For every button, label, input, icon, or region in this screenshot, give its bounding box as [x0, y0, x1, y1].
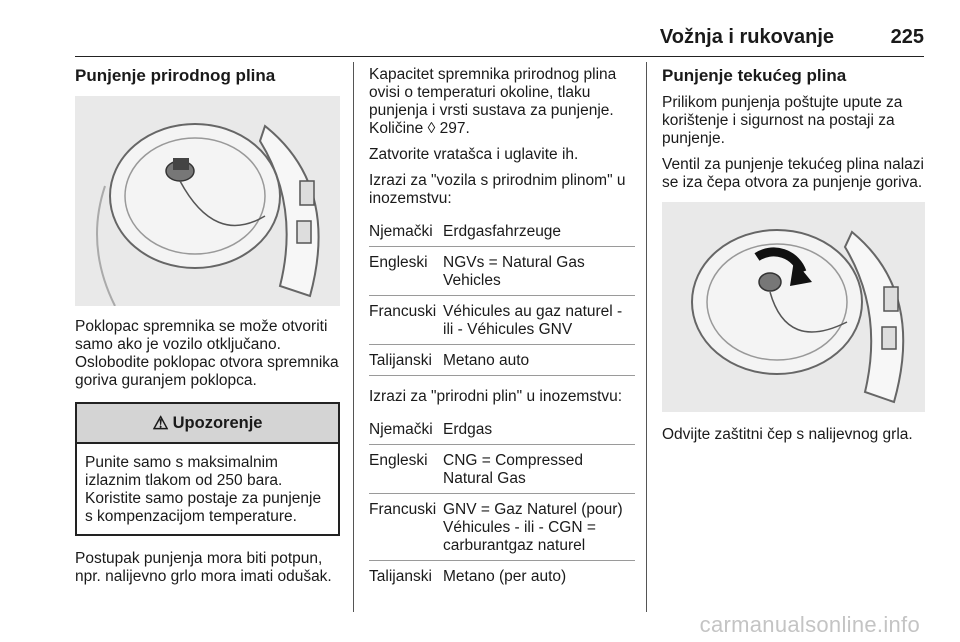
table-row: Talijanski Metano auto	[369, 345, 635, 376]
filling-procedure-text: Postupak punjenja mora biti potpun, npr. nalijevno grlo mora imati odušak.	[75, 550, 332, 585]
table-row: Njemački Erdgasfahrzeuge	[369, 216, 635, 247]
lpg-filler-figure	[662, 202, 925, 412]
table-row: Njemački Erdgas	[369, 414, 635, 445]
table-row: Talijanski Metano (per auto)	[369, 568, 567, 585]
table-row: Engleski NGVs = Natural Gas Vehicles	[369, 247, 635, 296]
warning-header	[77, 404, 338, 444]
page-header	[75, 26, 924, 57]
lpg-filler-illustration	[662, 202, 925, 412]
warning-text: Punite samo s maksimalnim izlaznim tlakom od 250 bara. Koristite samo postaje za punjenje s kompenzacijom temperature.	[85, 454, 322, 525]
watermark: carmanualsonline.info	[699, 612, 920, 637]
chapter-title: Vožnja i rukovanje	[659, 26, 834, 48]
column-divider	[646, 62, 647, 612]
column-1	[75, 62, 340, 594]
lpg-safety-text: Prilikom punjenja poštujte upute za korištenje i sigurnost na postaji za punjenje.	[662, 94, 903, 147]
unscrew-cap-text: Odvijte zaštitni čep s nalijevnog grla.	[662, 426, 913, 443]
page-reference: 297.	[439, 120, 470, 137]
column-2	[369, 62, 635, 603]
page-number: 225	[890, 26, 924, 48]
warning-triangle-icon: ⚠	[152, 413, 169, 433]
page-reference-icon: ◊	[427, 120, 436, 137]
fuel-filler-figure	[75, 96, 340, 306]
fuel-filler-illustration	[75, 96, 340, 306]
lpg-valve-location-text: Ventil za punjenje tekućeg plina nalazi se iza čepa otvora za punjenje goriva.	[662, 156, 924, 191]
table-row: Francuski Véhicules au gaz naturel - ili - Véhicules GNV	[369, 296, 635, 345]
warning-title: Upozorenje	[172, 414, 263, 432]
terms-vehicles-table	[369, 216, 635, 376]
warning-box	[75, 402, 340, 536]
capacity-text: Kapacitet spremnika prirodnog plina ovisi o temperaturi okoline, tlaku punjenja i vrsti sustava za punjenje. Količine ◊ 297.	[369, 66, 617, 137]
column-3	[662, 62, 927, 452]
section-heading: Punjenje prirodnog plina	[75, 66, 276, 85]
close-door-text: Zatvorite vratašca i uglavite ih.	[369, 146, 579, 163]
unlock-instruction: Poklopac spremnika se može otvoriti samo ako je vozilo otključano. Oslobodite poklopac otvora spremnika goriva guranjem poklopca.	[75, 318, 339, 389]
table-row: Francuski GNV = Gaz Naturel (pour) Véhicules - ili - CGN = carburantgaz naturel	[369, 494, 635, 561]
column-divider	[353, 62, 354, 612]
terms-gas-intro: Izrazi za "prirodni plin" u inozemstvu:	[369, 388, 623, 405]
terms-gas-table	[369, 414, 635, 591]
table-row: Engleski CNG = Compressed Natural Gas	[369, 445, 635, 494]
terms-vehicles-intro: Izrazi za "vozila s prirodnim plinom" u inozemstvu:	[369, 172, 626, 207]
section-heading: Punjenje tekućeg plina	[662, 66, 847, 85]
